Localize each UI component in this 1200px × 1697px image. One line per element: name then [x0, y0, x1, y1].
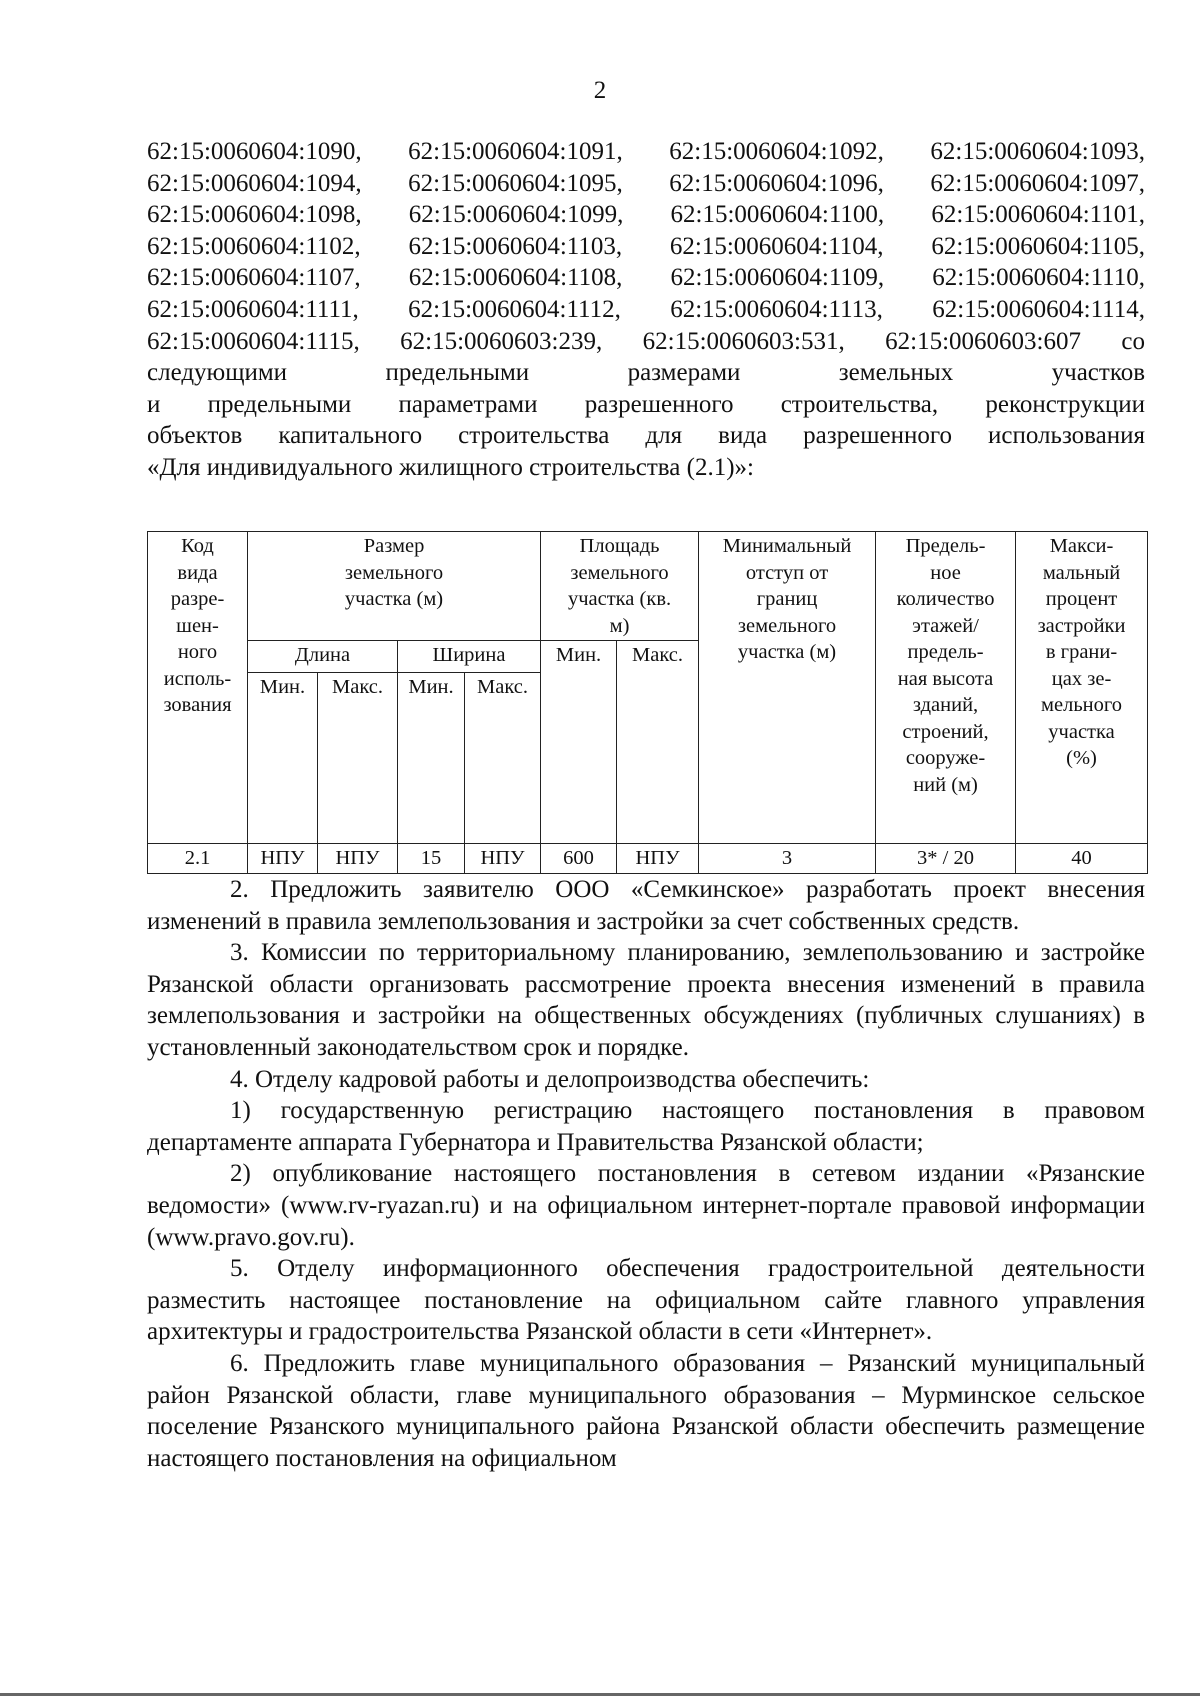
scan-edge-divider [0, 1693, 1200, 1696]
intro-line: 62:15:0060604:1107, 62:15:0060604:1108, 62:15:0060604:1109, 62:15:0060604:1110, [147, 264, 1145, 292]
header-setback: Минимальный отступ от границ земельного участка (м) [699, 532, 876, 844]
cell-setback: 3 [699, 844, 876, 874]
cell-area-min: 600 [541, 844, 617, 874]
header-width-max: Макс. [465, 673, 541, 844]
paragraph-2: 2. Предложить заявителю ООО «Семкинское» разработать проект внесения изменений в правила землепользования и застройки за счет собственных средств. [147, 876, 1145, 935]
header-length-max: Макс. [318, 673, 398, 844]
table-row [148, 844, 1148, 874]
intro-line: 62:15:0060604:1094, 62:15:0060604:1095, 62:15:0060604:1096, 62:15:0060604:1097, [147, 169, 1145, 197]
cell-area-max: НПУ [617, 844, 699, 874]
header-land-size: Размер земельного участка (м) [248, 532, 541, 641]
intro-line: «Для индивидуального жилищного строительства (2.1)»: [147, 453, 754, 481]
header-floors: Предель- ное количество этажей/ предель- ная высота зданий, строений, сооруже- ний (м) [876, 532, 1016, 844]
header-area-min: Мин. [541, 641, 617, 844]
intro-line: и предельными параметрами разрешенного строительства, реконструкции [147, 390, 1145, 418]
intro-line: 62:15:0060604:1102, 62:15:0060604:1103, 62:15:0060604:1104, 62:15:0060604:1105, [147, 232, 1145, 260]
paragraph-3: 3. Комиссии по территориальному планированию, землепользованию и застройке Рязанской области организовать рассмотрение проекта внесения изменений в правила землепользования и застройки на общественных обсуждениях (публичных слушаниях) в установленный законодательством срок и порядке. [147, 939, 1145, 1061]
intro-line: следующими предельными размерами земельных участков [147, 359, 1145, 387]
cell-length-max: НПУ [318, 844, 398, 874]
cell-width-min: 15 [398, 844, 465, 874]
cell-coverage: 40 [1016, 844, 1148, 874]
header-area-max: Макс. [617, 641, 699, 844]
header-length: Длина [248, 641, 398, 673]
page-number: 2 [593, 77, 607, 104]
paragraph-6: 6. Предложить главе муниципального образования – Рязанский муниципальный район Рязанской области, главе муниципального образования – Мурминское сельское поселение Рязанского муниципального района Рязанской области обеспечить размещение настоящего постановления на официальном [147, 1349, 1145, 1472]
intro-text [147, 136, 1145, 484]
intro-line: 62:15:0060604:1115, 62:15:0060603:239, 62:15:0060603:531, 62:15:0060603:607 со [147, 327, 1145, 355]
intro-line: 62:15:0060604:1098, 62:15:0060604:1099, 62:15:0060604:1100, 62:15:0060604:1101, [147, 201, 1145, 229]
cell-width-max: НПУ [465, 844, 541, 874]
header-length-min: Мин. [248, 673, 318, 844]
header-coverage: Макси- мальный процент застройки в грани- цах зе- мельного участка (%) [1016, 532, 1148, 844]
cell-length-min: НПУ [248, 844, 318, 874]
paragraph-4-1: 1) государственную регистрацию настоящего постановления в правовом департаменте аппарата Губернатора и Правительства Рязанской области; [147, 1097, 1145, 1156]
resolution-paragraphs [147, 874, 1145, 1474]
land-parameters-table [147, 531, 1148, 874]
cell-code: 2.1 [148, 844, 248, 874]
header-area: Площадь земельного участка (кв. м) [541, 532, 699, 641]
cell-floors: 3* / 20 [876, 844, 1016, 874]
header-code: Код вида разре- шен- ного исполь- зования [148, 532, 248, 844]
header-width-min: Мин. [398, 673, 465, 844]
intro-line: 62:15:0060604:1090, 62:15:0060604:1091, 62:15:0060604:1092, 62:15:0060604:1093, [147, 138, 1145, 165]
intro-line: объектов капитального строительства для вида разрешенного использования [147, 422, 1145, 450]
intro-line: 62:15:0060604:1111, 62:15:0060604:1112, 62:15:0060604:1113, 62:15:0060604:1114, [147, 295, 1145, 323]
paragraph-5: 5. Отделу информационного обеспечения градостроительной деятельности разместить настоящее постановление на официальном сайте главного управления архитектуры и градостроительства Рязанской области в сети «Интернет». [147, 1255, 1145, 1346]
paragraph-4-2: 2) опубликование настоящего постановления в сетевом издании «Рязанские ведомости» (www.rv-ryazan.ru) и на официальном интернет-портале правовой информации (www.pravo.gov.ru). [147, 1160, 1145, 1251]
paragraph-4: 4. Отделу кадровой работы и делопроизводства обеспечить: [230, 1065, 870, 1093]
header-width: Ширина [398, 641, 541, 673]
